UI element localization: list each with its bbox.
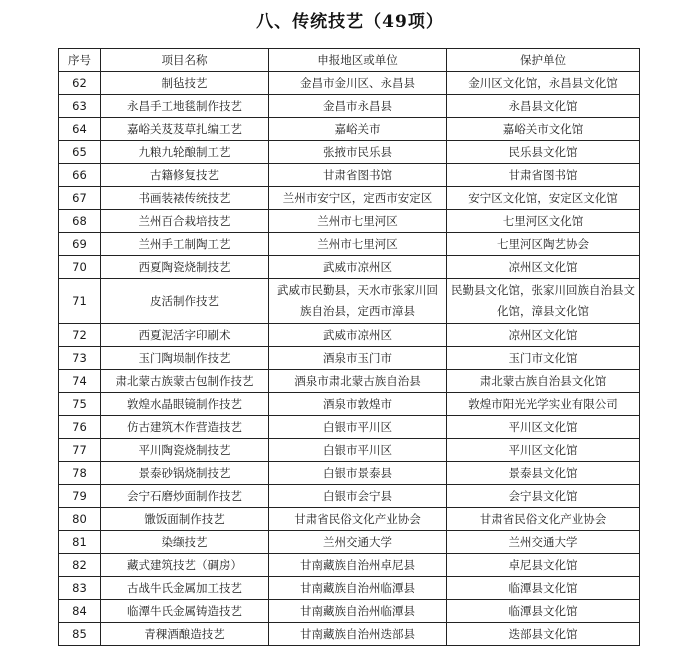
cell-project-name: 肃北蒙古族蒙古包制作技艺 xyxy=(101,370,269,393)
cell-serial-number: 83 xyxy=(59,577,101,600)
table-row xyxy=(59,324,640,347)
header-project-name: 项目名称 xyxy=(101,49,269,72)
cell-applicant-area: 甘南藏族自治州临潭县 xyxy=(269,600,447,623)
cell-project-name: 玉门陶埙制作技艺 xyxy=(101,347,269,370)
cell-project-name: 藏式建筑技艺（碉房） xyxy=(101,554,269,577)
cell-serial-number: 71 xyxy=(59,279,101,324)
cell-applicant-area: 酒泉市玉门市 xyxy=(269,347,447,370)
cell-protection-unit: 七里河区陶艺协会 xyxy=(447,233,640,256)
cell-protection-unit: 民勤县文化馆，张家川回族自治县文化馆，漳县文化馆 xyxy=(447,279,640,324)
cell-project-name: 会宁石磨炒面制作技艺 xyxy=(101,485,269,508)
cell-applicant-area: 白银市会宁县 xyxy=(269,485,447,508)
cell-protection-unit: 临潭县文化馆 xyxy=(447,577,640,600)
table-row xyxy=(59,393,640,416)
table-row xyxy=(59,210,640,233)
cell-applicant-area: 酒泉市敦煌市 xyxy=(269,393,447,416)
cell-protection-unit: 兰州交通大学 xyxy=(447,531,640,554)
table-row xyxy=(59,233,640,256)
cell-protection-unit: 甘肃省图书馆 xyxy=(447,164,640,187)
cell-project-name: 九粮九轮酿制工艺 xyxy=(101,141,269,164)
cell-applicant-area: 甘肃省图书馆 xyxy=(269,164,447,187)
cell-protection-unit: 肃北蒙古族自治县文化馆 xyxy=(447,370,640,393)
cell-project-name: 嘉峪关芨芨草扎编工艺 xyxy=(101,118,269,141)
cell-project-name: 兰州手工制陶工艺 xyxy=(101,233,269,256)
cell-applicant-area: 酒泉市肃北蒙古族自治县 xyxy=(269,370,447,393)
table-row xyxy=(59,347,640,370)
header-protection-unit: 保护单位 xyxy=(447,49,640,72)
table-row xyxy=(59,577,640,600)
cell-project-name: 染缬技艺 xyxy=(101,531,269,554)
cell-applicant-area: 甘南藏族自治州临潭县 xyxy=(269,577,447,600)
cell-protection-unit: 玉门市文化馆 xyxy=(447,347,640,370)
table-row xyxy=(59,531,640,554)
table-row xyxy=(59,623,640,646)
cell-serial-number: 82 xyxy=(59,554,101,577)
cell-serial-number: 69 xyxy=(59,233,101,256)
table-row xyxy=(59,164,640,187)
table-row xyxy=(59,554,640,577)
cell-project-name: 永昌手工地毯制作技艺 xyxy=(101,95,269,118)
cell-protection-unit: 凉州区文化馆 xyxy=(447,256,640,279)
cell-serial-number: 62 xyxy=(59,72,101,95)
page-title: 八、传统技艺（49项） xyxy=(256,12,444,32)
cell-serial-number: 68 xyxy=(59,210,101,233)
table-row xyxy=(59,118,640,141)
table-row xyxy=(59,256,640,279)
cell-applicant-area: 武威市凉州区 xyxy=(269,324,447,347)
cell-project-name: 古籍修复技艺 xyxy=(101,164,269,187)
table-row xyxy=(59,462,640,485)
cell-project-name: 书画装裱传统技艺 xyxy=(101,187,269,210)
cell-project-name: 制毡技艺 xyxy=(101,72,269,95)
cell-protection-unit: 凉州区文化馆 xyxy=(447,324,640,347)
heritage-table xyxy=(58,48,640,646)
table-body xyxy=(59,72,640,646)
cell-serial-number: 84 xyxy=(59,600,101,623)
table-row xyxy=(59,279,640,324)
table-row xyxy=(59,370,640,393)
cell-protection-unit: 会宁县文化馆 xyxy=(447,485,640,508)
cell-project-name: 敦煌水晶眼镜制作技艺 xyxy=(101,393,269,416)
cell-applicant-area: 金昌市永昌县 xyxy=(269,95,447,118)
table-row xyxy=(59,485,640,508)
cell-protection-unit: 甘肃省民俗文化产业协会 xyxy=(447,508,640,531)
cell-protection-unit: 卓尼县文化馆 xyxy=(447,554,640,577)
cell-applicant-area: 嘉峪关市 xyxy=(269,118,447,141)
cell-serial-number: 80 xyxy=(59,508,101,531)
cell-applicant-area: 甘肃省民俗文化产业协会 xyxy=(269,508,447,531)
cell-applicant-area: 兰州市安宁区，定西市安定区 xyxy=(269,187,447,210)
cell-serial-number: 76 xyxy=(59,416,101,439)
cell-protection-unit: 嘉峪关市文化馆 xyxy=(447,118,640,141)
cell-serial-number: 74 xyxy=(59,370,101,393)
header-applicant-area: 申报地区或单位 xyxy=(269,49,447,72)
cell-project-name: 景泰砂锅烧制技艺 xyxy=(101,462,269,485)
cell-project-name: 兰州百合栽培技艺 xyxy=(101,210,269,233)
cell-protection-unit: 临潭县文化馆 xyxy=(447,600,640,623)
cell-applicant-area: 白银市平川区 xyxy=(269,416,447,439)
cell-serial-number: 64 xyxy=(59,118,101,141)
table-row xyxy=(59,439,640,462)
cell-project-name: 西夏陶瓷烧制技艺 xyxy=(101,256,269,279)
cell-applicant-area: 甘南藏族自治州卓尼县 xyxy=(269,554,447,577)
cell-protection-unit: 景泰县文化馆 xyxy=(447,462,640,485)
cell-serial-number: 79 xyxy=(59,485,101,508)
cell-project-name: 皮活制作技艺 xyxy=(101,279,269,324)
cell-protection-unit: 金川区文化馆，永昌县文化馆 xyxy=(447,72,640,95)
cell-protection-unit: 敦煌市阳光光学实业有限公司 xyxy=(447,393,640,416)
cell-applicant-area: 张掖市民乐县 xyxy=(269,141,447,164)
cell-serial-number: 81 xyxy=(59,531,101,554)
cell-applicant-area: 兰州交通大学 xyxy=(269,531,447,554)
cell-protection-unit: 迭部县文化馆 xyxy=(447,623,640,646)
cell-protection-unit: 七里河区文化馆 xyxy=(447,210,640,233)
table-row xyxy=(59,187,640,210)
table-row xyxy=(59,416,640,439)
cell-project-name: 平川陶瓷烧制技艺 xyxy=(101,439,269,462)
cell-project-name: 古战牛氏金属加工技艺 xyxy=(101,577,269,600)
cell-serial-number: 66 xyxy=(59,164,101,187)
cell-protection-unit: 民乐县文化馆 xyxy=(447,141,640,164)
cell-serial-number: 63 xyxy=(59,95,101,118)
cell-project-name: 青稞酒酿造技艺 xyxy=(101,623,269,646)
cell-applicant-area: 白银市平川区 xyxy=(269,439,447,462)
cell-protection-unit: 永昌县文化馆 xyxy=(447,95,640,118)
cell-serial-number: 75 xyxy=(59,393,101,416)
cell-applicant-area: 武威市民勤县，天水市张家川回族自治县，定西市漳县 xyxy=(269,279,447,324)
cell-serial-number: 85 xyxy=(59,623,101,646)
header-serial-number: 序号 xyxy=(59,49,101,72)
cell-applicant-area: 甘南藏族自治州迭部县 xyxy=(269,623,447,646)
cell-serial-number: 65 xyxy=(59,141,101,164)
table-row xyxy=(59,508,640,531)
cell-applicant-area: 武威市凉州区 xyxy=(269,256,447,279)
cell-serial-number: 77 xyxy=(59,439,101,462)
cell-protection-unit: 安宁区文化馆，安定区文化馆 xyxy=(447,187,640,210)
cell-project-name: 馓饭面制作技艺 xyxy=(101,508,269,531)
table-row xyxy=(59,141,640,164)
cell-serial-number: 67 xyxy=(59,187,101,210)
cell-applicant-area: 兰州市七里河区 xyxy=(269,233,447,256)
cell-serial-number: 72 xyxy=(59,324,101,347)
cell-applicant-area: 兰州市七里河区 xyxy=(269,210,447,233)
cell-project-name: 临潭牛氏金属铸造技艺 xyxy=(101,600,269,623)
cell-project-name: 西夏泥活字印刷术 xyxy=(101,324,269,347)
cell-project-name: 仿古建筑木作营造技艺 xyxy=(101,416,269,439)
cell-serial-number: 78 xyxy=(59,462,101,485)
table-row xyxy=(59,72,640,95)
table-row xyxy=(59,600,640,623)
cell-applicant-area: 白银市景泰县 xyxy=(269,462,447,485)
cell-serial-number: 73 xyxy=(59,347,101,370)
cell-protection-unit: 平川区文化馆 xyxy=(447,416,640,439)
cell-serial-number: 70 xyxy=(59,256,101,279)
cell-applicant-area: 金昌市金川区、永昌县 xyxy=(269,72,447,95)
table-header-row xyxy=(59,49,640,72)
cell-protection-unit: 平川区文化馆 xyxy=(447,439,640,462)
table-row xyxy=(59,95,640,118)
